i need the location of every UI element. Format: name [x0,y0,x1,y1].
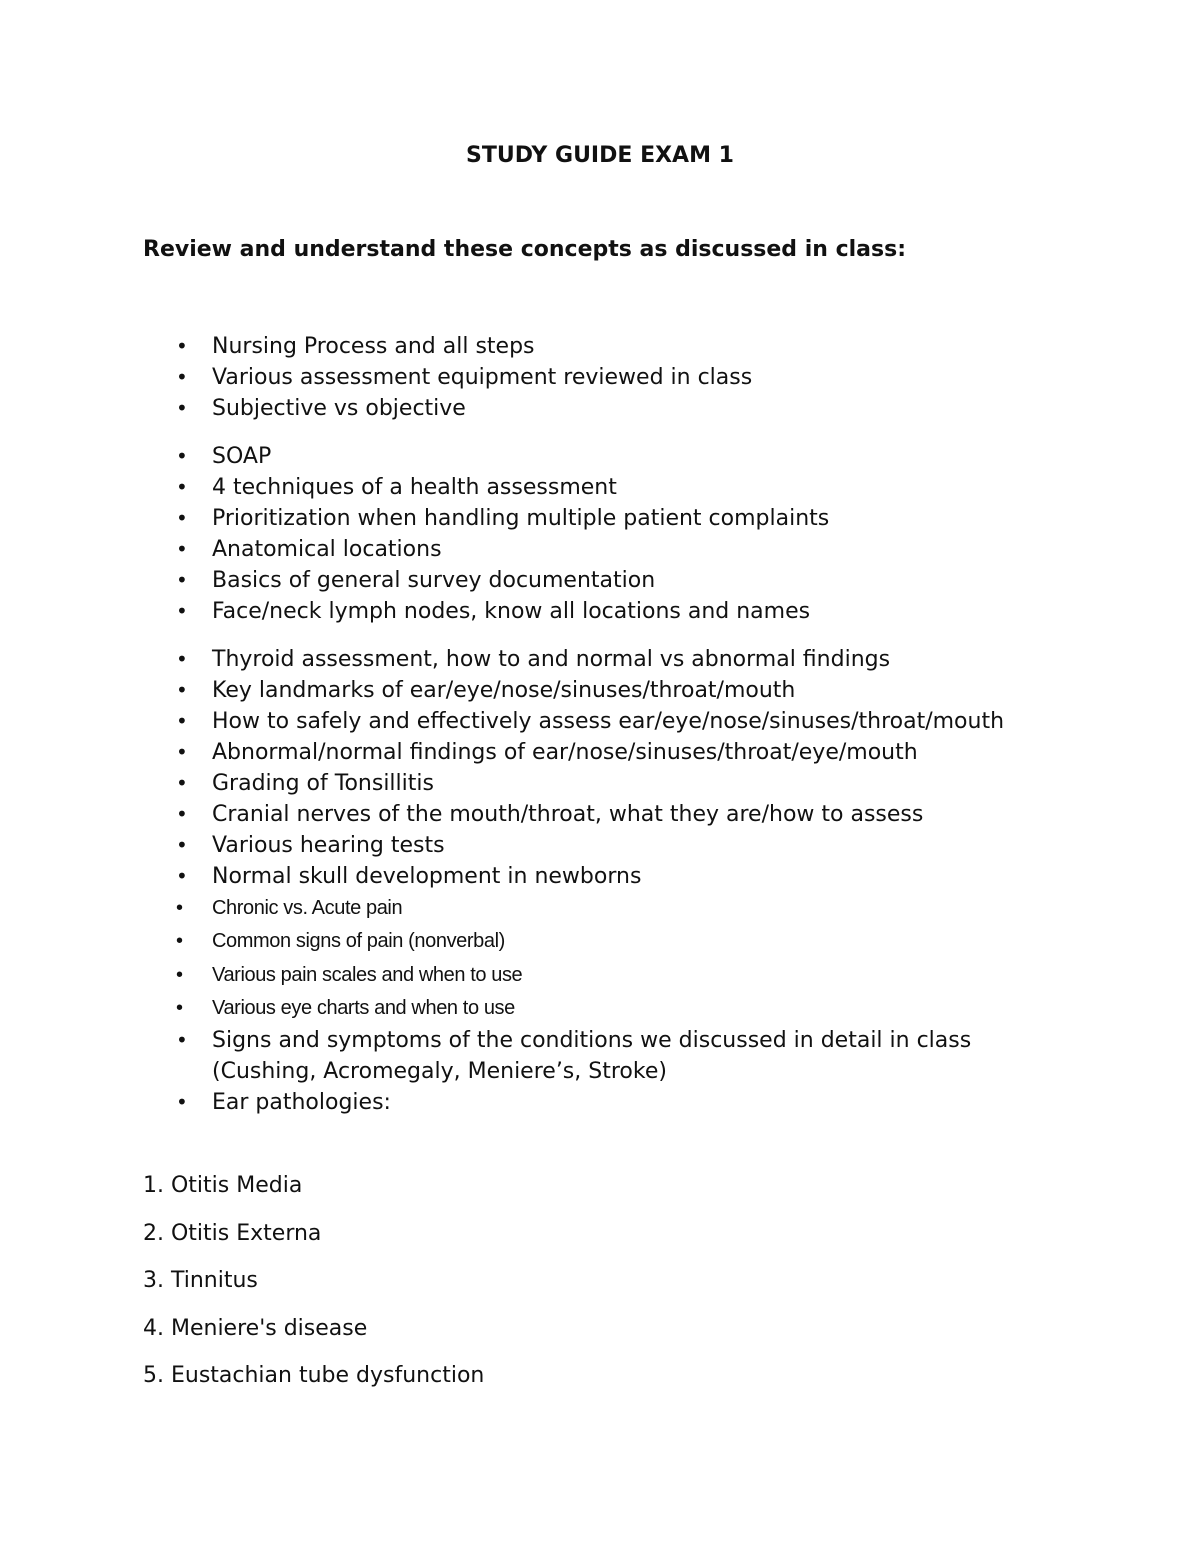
bullet-icon: • [176,647,188,671]
list-item: • Various hearing tests [0,830,1200,861]
list-item: • Anatomical locations [0,534,1200,565]
list-item: • Common signs of pain (nonverbal) [0,925,1200,958]
bullet-icon: • [176,444,188,468]
bullet-icon: • [176,678,188,702]
list-item: • Abnormal/normal findings of ear/nose/sinuses/throat/eye/mouth [0,737,1200,768]
list-item: • Thyroid assessment, how to and normal vs abnormal findings [0,644,1200,675]
bullet-icon: • [176,1028,188,1053]
numbered-item: 3. Tinnitus [143,1268,258,1293]
list-item: • SOAP [0,441,1200,472]
list-item: • Signs and symptoms of the conditions we discussed in detail in class (Cushing, Acromegaly, Meniere’s, Stroke) [0,1025,1200,1087]
list-item: • Subjective vs objective [0,393,1200,424]
ear-pathologies-list [143,1170,484,1408]
bullet-icon: • [176,334,188,358]
list-item: • Various pain scales and when to use [0,959,1200,992]
document-title: STUDY GUIDE EXAM 1 [466,143,734,168]
bullet-icon: • [176,365,188,389]
list-item: • Cranial nerves of the mouth/throat, what they are/how to assess [0,799,1200,830]
bullet-icon: • [176,930,183,953]
numbered-item: 1. Otitis Media [143,1173,303,1198]
list-item: • Normal skull development in newborns [0,861,1200,892]
list-item: • Key landmarks of ear/eye/nose/sinuses/throat/mouth [0,675,1200,706]
list-item: • Chronic vs. Acute pain [0,892,1200,925]
list-item: • Face/neck lymph nodes, know all locations and names [0,596,1200,627]
list-item: • Basics of general survey documentation [0,565,1200,596]
bullet-icon: • [176,1090,188,1115]
list-item: • How to safely and effectively assess ear/eye/nose/sinuses/throat/mouth [0,706,1200,737]
bullet-icon: • [176,802,188,826]
list-item: • Various eye charts and when to use [0,992,1200,1025]
list-item: • 4 techniques of a health assessment [0,472,1200,503]
bullet-icon: • [176,740,188,764]
list-item: • Various assessment equipment reviewed in class [0,362,1200,393]
list-item: • Nursing Process and all steps [0,331,1200,362]
bullet-icon: • [176,396,188,420]
bullet-icon: • [176,833,188,857]
bullet-icon: • [176,864,188,888]
document-intro: Review and understand these concepts as discussed in class: [143,237,906,262]
bullet-icon: • [176,568,188,592]
bullet-icon: • [176,709,188,733]
bullet-icon: • [176,506,188,530]
numbered-item: 4. Meniere's disease [143,1315,368,1341]
bullet-icon: • [176,475,188,499]
list-item: • Ear pathologies: [0,1087,1200,1118]
bullet-icon: • [176,897,183,919]
bullet-icon: • [176,996,183,1019]
bullet-icon: • [176,771,188,795]
numbered-item: 5. Eustachian tube dysfunction [143,1363,485,1388]
list-item: • Prioritization when handling multiple patient complaints [0,503,1200,534]
list-item: • Grading of Tonsillitis [0,768,1200,799]
numbered-item: 2. Otitis Externa [143,1220,322,1246]
concept-list [0,331,1200,1118]
bullet-icon: • [176,599,188,623]
bullet-icon: • [176,963,183,986]
bullet-icon: • [176,537,188,561]
